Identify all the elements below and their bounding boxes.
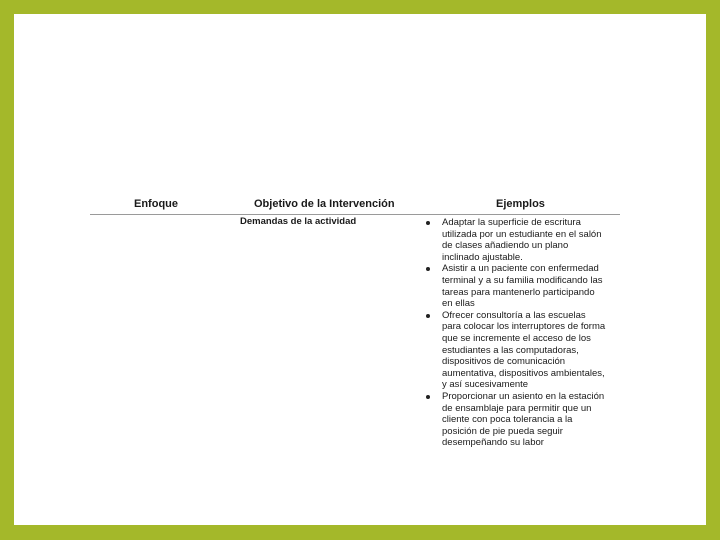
slide [14, 14, 706, 525]
example-text: Proporcionar un asiento en la estación de ensamblaje para permitir que un cliente con poca tolerancia a la posición de pie pueda seguir desempeñando su labor [442, 390, 605, 449]
list-item [424, 391, 606, 449]
bullet-icon [426, 395, 430, 399]
list-item [424, 310, 606, 391]
bullet-icon [426, 314, 430, 318]
list-item [424, 263, 606, 309]
example-text: Ofrecer consultoría a las escuelas para colocar los interruptores de forma que se incremente el acceso de los estudiantes a las computadoras, dispositivos de comunicación aumentativa, dispositivos ambientales, y así sucesivamente [442, 309, 606, 391]
intervention-table [90, 194, 620, 449]
example-text: Asistir a un paciente con enfermedad terminal y a su familia modificando las tareas para mantenerlo participando en ellas [442, 263, 603, 310]
bullet-icon [426, 221, 430, 225]
header-objetivo: Objetivo de la Intervención [254, 198, 395, 210]
examples-list [424, 217, 606, 449]
table-header-row [90, 194, 620, 216]
header-divider [90, 214, 620, 215]
objective-cell: Demandas de la actividad [240, 216, 357, 227]
header-ejemplos: Ejemplos [496, 198, 545, 210]
list-item [424, 217, 606, 263]
example-text: Adaptar la superficie de escritura utilizada por un estudiante en el salón de clases añadiendo un plano inclinado ajustable. [442, 217, 602, 263]
header-enfoque: Enfoque [134, 198, 178, 210]
bullet-icon [426, 267, 430, 271]
